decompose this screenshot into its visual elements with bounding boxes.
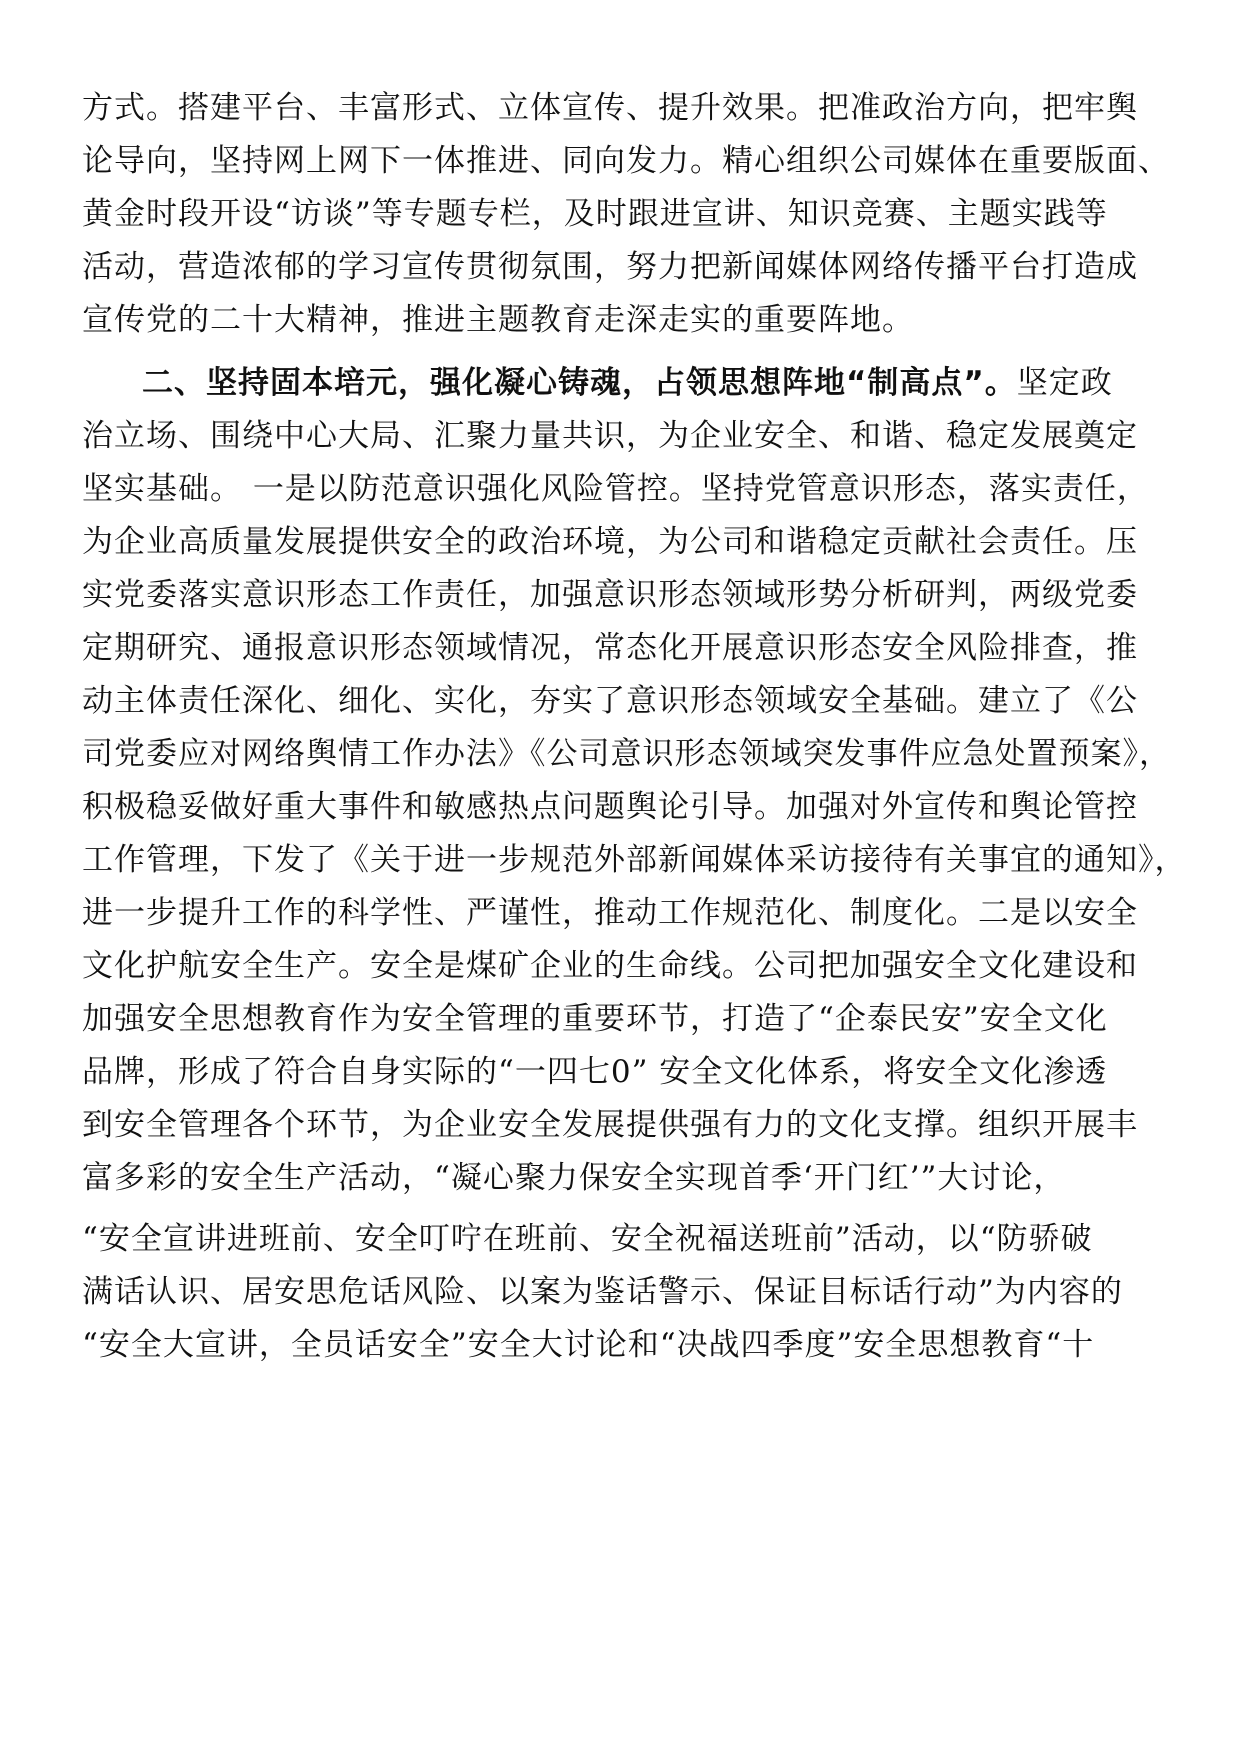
paragraph-2-line: 定期研究、通报意识形态领域情况，常态化开展意识形态安全风险排查，推 [82, 630, 1138, 666]
paragraph-2-line: “安全大宣讲，全员话安全”安全大讨论和“决战四季度”安全思想教育“十 [82, 1327, 1095, 1363]
paragraph-2-line: 文化护航安全生产。安全是煤矿企业的生命线。公司把加强安全文化建设和 [82, 948, 1138, 984]
paragraph-1-line: 论导向，坚持网上网下一体推进、同向发力。精心组织公司媒体在重要版面、 [82, 143, 1170, 179]
paragraph-2-line: 进一步提升工作的科学性、严谨性，推动工作规范化、制度化。二是以安全 [82, 895, 1138, 931]
paragraph-2-line: 加强安全思想教育作为安全管理的重要环节，打造了“企泰民安”安全文化 [82, 1001, 1108, 1037]
paragraph-2-line: 到安全管理各个环节，为企业安全发展提供强有力的文化支撑。组织开展丰 [82, 1107, 1138, 1143]
paragraph-2-line: 司党委应对网络舆情工作办法》《公司意识形态领域突发事件应急处置预案》， [82, 736, 1171, 772]
paragraph-2-line: 为企业高质量发展提供安全的政治环境，为公司和谐稳定贡献社会责任。压 [82, 524, 1138, 560]
paragraph-2-line: 满话认识、居安思危话风险、以案为鉴话警示、保证目标话行动”为内容的 [82, 1274, 1123, 1310]
paragraph-2-line: 治立场、围绕中心大局、汇聚力量共识，为企业安全、和谐、稳定发展奠定 [82, 418, 1138, 454]
paragraph-1-line: 方式。搭建平台、丰富形式、立体宣传、提升效果。把准政治方向，把牢舆 [82, 90, 1138, 126]
paragraph-2-line: 坚实基础。 一是以防范意识强化风险管控。坚持党管意识形态，落实责任， [82, 471, 1149, 507]
paragraph-2-line: 动主体责任深化、细化、实化，夯实了意识形态领域安全基础。建立了《公 [82, 683, 1138, 719]
paragraph-1-line: 活动，营造浓郁的学习宣传贯彻氛围，努力把新闻媒体网络传播平台打造成 [82, 249, 1138, 285]
paragraph-2-line: 工作管理，下发了《关于进一步规范外部新闻媒体采访接待有关事宜的通知》， [82, 842, 1187, 878]
paragraph-1-line: 宣传党的二十大精神，推进主题教育走深走实的重要阵地。 [82, 302, 914, 338]
section-heading: 二、坚持固本培元，强化凝心铸魂，占领思想阵地“制高点”。 [142, 365, 1017, 401]
section-heading-line [142, 363, 1113, 403]
paragraph-2-line: 富多彩的安全生产活动，“凝心聚力保安全实现首季‘开门红’”大讨论， [82, 1160, 1066, 1196]
paragraph-2-line: 积极稳妥做好重大事件和敏感热点问题舆论引导。加强对外宣传和舆论管控 [82, 789, 1138, 825]
paragraph-2-line: 品牌，形成了符合自身实际的“一四七0” 安全文化体系，将安全文化渗透 [82, 1054, 1108, 1090]
paragraph-1-line: 黄金时段开设“访谈”等专题专栏，及时跟进宣讲、知识竞赛、主题实践等 [82, 196, 1108, 232]
paragraph-2-line: 实党委落实意识形态工作责任，加强意识形态领域形势分析研判，两级党委 [82, 577, 1138, 613]
paragraph-2-line: “安全宣讲进班前、安全叮咛在班前、安全祝福送班前”活动，以“防骄破 [82, 1221, 1093, 1257]
section-heading-continuation: 坚定政 [1016, 365, 1113, 401]
